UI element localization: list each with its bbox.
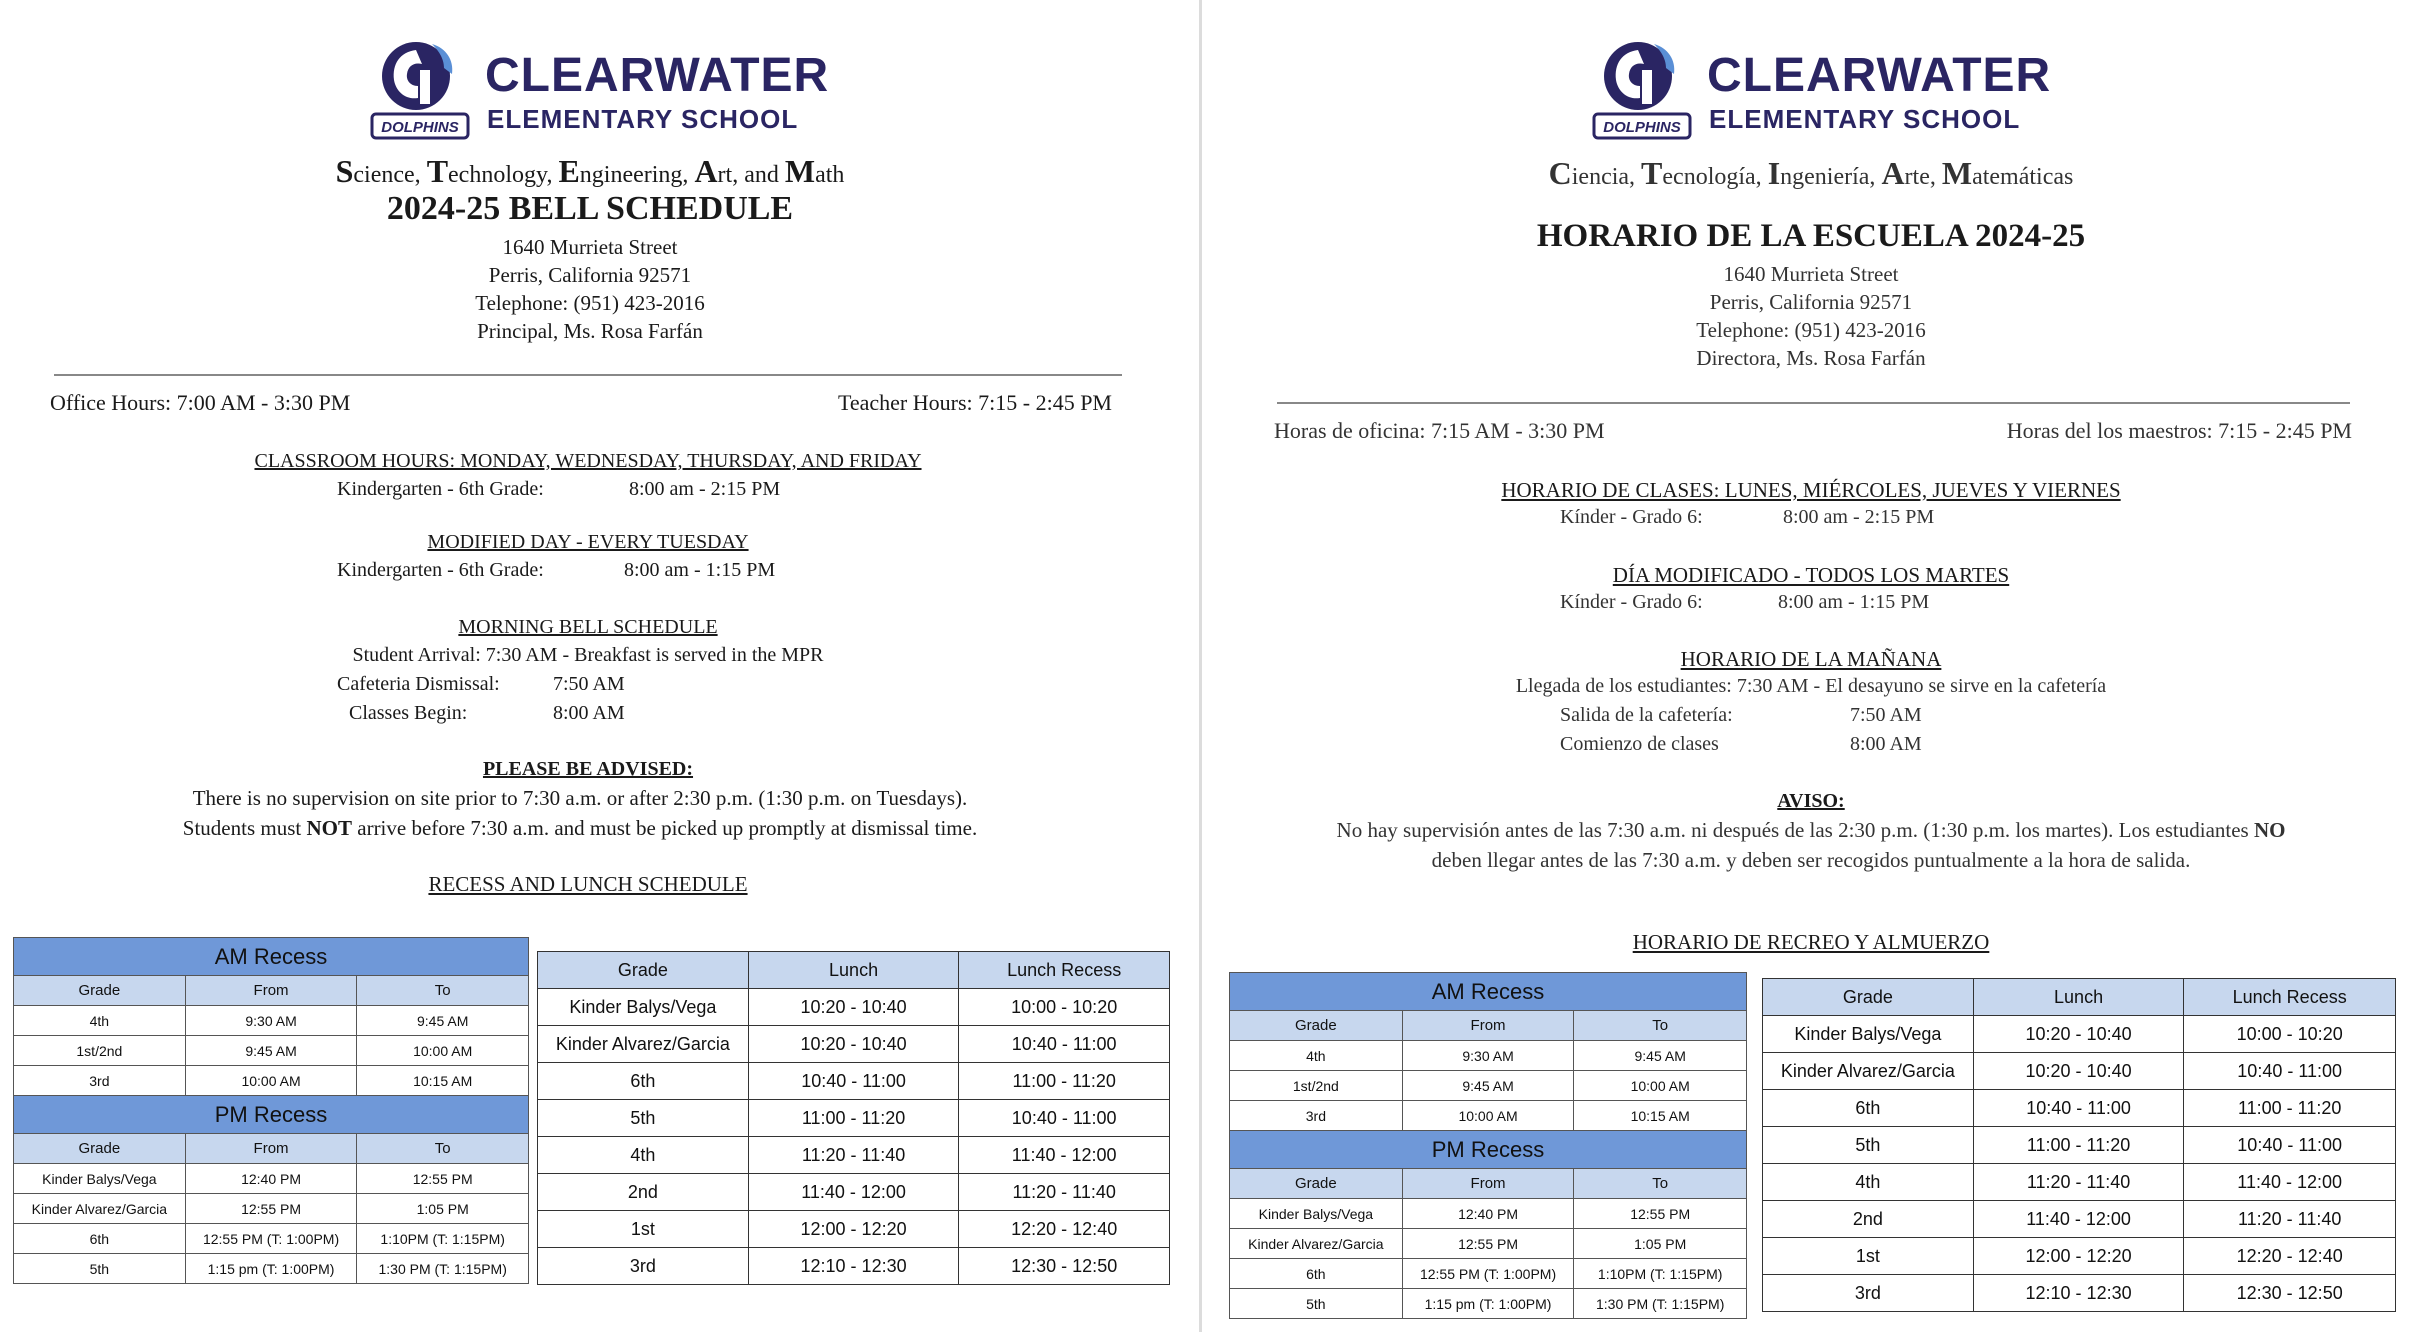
- table-cell: 9:45 AM: [185, 1036, 357, 1066]
- table-cell: 4th: [1230, 1041, 1403, 1071]
- table-cell: 10:40 - 11:00: [2184, 1127, 2396, 1164]
- table-cell: 11:20 - 11:40: [1973, 1164, 2184, 1201]
- table-row: [1230, 1289, 1747, 1319]
- table-row: [538, 989, 1170, 1026]
- recess-table: [1229, 972, 1747, 1319]
- classes-begin-label: Comienzo de clases: [1560, 733, 1719, 755]
- dolphin-emblem-icon: [370, 34, 470, 144]
- table-cell: 10:15 AM: [357, 1066, 529, 1096]
- svg-text:DOLPHINS: DOLPHINS: [381, 119, 459, 136]
- table-cell: 10:40 - 11:00: [2184, 1053, 2396, 1090]
- table-cell: Grade: [538, 952, 749, 989]
- table-cell: 12:00 - 12:20: [748, 1211, 959, 1248]
- classroom-time: 8:00 am - 2:15 PM: [629, 478, 781, 500]
- table-row: [14, 1066, 529, 1096]
- table-row: [1230, 1199, 1747, 1229]
- table-cell: 11:00 - 11:20: [1973, 1127, 2184, 1164]
- table-row: [14, 1164, 529, 1194]
- table-cell: 1:30 PM (T: 1:15PM): [1574, 1289, 1747, 1319]
- table-cell: 1:30 PM (T: 1:15PM): [357, 1254, 529, 1284]
- table-cell: 12:55 PM (T: 1:00PM): [185, 1224, 357, 1254]
- am-recess-title: AM Recess: [14, 938, 529, 976]
- table-row: [1230, 1259, 1747, 1289]
- table-cell: 11:20 - 11:40: [959, 1174, 1170, 1211]
- table-cell: 12:20 - 12:40: [959, 1211, 1170, 1248]
- table-cell: From: [185, 1134, 357, 1164]
- table-cell: 11:00 - 11:20: [748, 1100, 959, 1137]
- table-cell: 4th: [538, 1137, 749, 1174]
- table-cell: To: [1574, 1169, 1747, 1199]
- table-cell: 10:00 AM: [1402, 1101, 1574, 1131]
- table-header-row: [14, 976, 529, 1006]
- table-header-row: [14, 1096, 529, 1134]
- table-cell: 9:45 AM: [1574, 1041, 1747, 1071]
- dolphin-emblem-icon: [1592, 34, 1692, 144]
- table-cell: 11:00 - 11:20: [2184, 1090, 2396, 1127]
- table-cell: 9:45 AM: [357, 1006, 529, 1036]
- classroom-hours-heading: HORARIO DE CLASES: LUNES, MIÉRCOLES, JUEVES Y VIERNES: [1501, 478, 2121, 502]
- table-row: [1230, 1101, 1747, 1131]
- table-row: [1763, 1201, 2396, 1238]
- table-cell: 10:20 - 10:40: [748, 1026, 959, 1063]
- table-cell: Kinder Alvarez/Garcia: [1763, 1053, 1974, 1090]
- table-cell: 12:55 PM: [1402, 1229, 1574, 1259]
- table-cell: 12:55 PM: [357, 1164, 529, 1194]
- page-title: 2024-25 BELL SCHEDULE: [386, 190, 794, 227]
- table-cell: 11:00 - 11:20: [959, 1063, 1170, 1100]
- morning-schedule-heading: MORNING BELL SCHEDULE: [458, 616, 718, 638]
- classes-begin-time: 8:00 AM: [1850, 733, 1922, 755]
- advised-heading: PLEASE BE ADVISED:: [482, 758, 694, 780]
- table-cell: 12:40 PM: [1402, 1199, 1574, 1229]
- divider-line: [1277, 402, 2350, 404]
- steam-tagline: Science, Technology, Engineering, Art, and Math: [335, 153, 845, 189]
- table-cell: 9:45 AM: [1402, 1071, 1574, 1101]
- table-cell: 5th: [1763, 1127, 1974, 1164]
- table-row: [1763, 1127, 2396, 1164]
- table-cell: 11:40 - 12:00: [2184, 1164, 2396, 1201]
- table-row: [1763, 1053, 2396, 1090]
- table-cell: 12:00 - 12:20: [1973, 1238, 2184, 1275]
- table-cell: Lunch: [748, 952, 959, 989]
- classroom-grade-label: Kínder - Grado 6:: [1560, 506, 1703, 528]
- table-row: [14, 1224, 529, 1254]
- logo-school-name: CLEARWATER: [1707, 49, 2052, 102]
- table-cell: 6th: [1230, 1259, 1403, 1289]
- table-header-row: [14, 938, 529, 976]
- table-cell: 6th: [1763, 1090, 1974, 1127]
- table-cell: 10:00 AM: [357, 1036, 529, 1066]
- svg-text:DOLPHINS: DOLPHINS: [1603, 119, 1681, 136]
- table-cell: 12:55 PM: [1574, 1199, 1747, 1229]
- table-cell: 1:10PM (T: 1:15PM): [357, 1224, 529, 1254]
- table-cell: From: [185, 976, 357, 1006]
- table-cell: Kinder Balys/Vega: [14, 1164, 186, 1194]
- table-cell: Lunch: [1973, 979, 2184, 1016]
- advised-text: No hay supervisión antes de las 7:30 a.m. ni después de las 2:30 p.m. (1:30 p.m. los martes). Los estudiantes NO deben llegar antes de las 7:30 a.m. y deben ser recogidos puntualmente a la hora de salida.: [1336, 818, 2286, 872]
- classroom-hours-heading: CLASSROOM HOURS: MONDAY, WEDNESDAY, THURSDAY, AND FRIDAY: [254, 450, 922, 472]
- table-header-row: [1763, 979, 2396, 1016]
- table-cell: To: [357, 976, 529, 1006]
- table-cell: 3rd: [1763, 1275, 1974, 1312]
- table-cell: Kinder Balys/Vega: [1763, 1016, 1974, 1053]
- logo-school-sub: ELEMENTARY SCHOOL: [1709, 104, 2021, 134]
- logo-school-sub: ELEMENTARY SCHOOL: [487, 104, 799, 134]
- morning-schedule-heading: HORARIO DE LA MAÑANA: [1680, 647, 1942, 671]
- table-cell: Grade: [14, 976, 186, 1006]
- table-cell: From: [1402, 1011, 1574, 1041]
- table-row: [538, 1063, 1170, 1100]
- table-cell: 5th: [1230, 1289, 1403, 1319]
- table-cell: Kinder Balys/Vega: [1230, 1199, 1403, 1229]
- table-cell: From: [1402, 1169, 1574, 1199]
- table-cell: 1st: [538, 1211, 749, 1248]
- classes-begin-time: 8:00 AM: [553, 702, 625, 724]
- table-cell: 12:20 - 12:40: [2184, 1238, 2396, 1275]
- table-cell: 11:20 - 11:40: [2184, 1201, 2396, 1238]
- table-cell: 10:00 AM: [185, 1066, 357, 1096]
- table-row: [538, 1248, 1170, 1285]
- table-cell: 4th: [1763, 1164, 1974, 1201]
- table-cell: 9:30 AM: [1402, 1041, 1574, 1071]
- table-cell: 1:15 pm (T: 1:00PM): [1402, 1289, 1574, 1319]
- cafeteria-dismissal-label: Salida de la cafetería:: [1560, 704, 1733, 726]
- table-cell: 1:05 PM: [357, 1194, 529, 1224]
- table-cell: 4th: [14, 1006, 186, 1036]
- recess-lunch-heading: RECESS AND LUNCH SCHEDULE: [428, 872, 748, 896]
- divider-line: [54, 374, 1122, 376]
- modified-time: 8:00 am - 1:15 PM: [1778, 591, 1930, 613]
- table-cell: 10:20 - 10:40: [748, 989, 959, 1026]
- table-cell: 2nd: [538, 1174, 749, 1211]
- steam-tagline: Ciencia, Tecnología, Ingeniería, Arte, Matemáticas: [1548, 155, 2074, 191]
- table-cell: 11:40 - 12:00: [1973, 1201, 2184, 1238]
- am-recess-title: AM Recess: [1230, 973, 1747, 1011]
- table-cell: Lunch Recess: [959, 952, 1170, 989]
- classroom-grade-label: Kindergarten - 6th Grade:: [337, 478, 544, 500]
- pm-recess-title: PM Recess: [1230, 1131, 1747, 1169]
- table-cell: 10:20 - 10:40: [1973, 1016, 2184, 1053]
- table-cell: 12:55 PM: [185, 1194, 357, 1224]
- table-row: [538, 1211, 1170, 1248]
- table-row: [538, 1100, 1170, 1137]
- table-row: [1763, 1164, 2396, 1201]
- table-row: [1230, 1041, 1747, 1071]
- table-row: [14, 1194, 529, 1224]
- school-logo: [370, 34, 830, 144]
- table-header-row: [1230, 973, 1747, 1011]
- table-cell: 10:00 - 10:20: [2184, 1016, 2396, 1053]
- logo-school-name: CLEARWATER: [485, 49, 830, 102]
- table-row: [14, 1036, 529, 1066]
- table-cell: 10:20 - 10:40: [1973, 1053, 2184, 1090]
- advised-text: There is no supervision on site prior to 7:30 a.m. or after 2:30 p.m. (1:30 p.m. on Tuesdays). Students must NOT arrive before 7:30 a.m. and must be picked up promptly at dismissal time.: [182, 786, 978, 840]
- student-arrival: Student Arrival: 7:30 AM - Breakfast is served in the MPR: [352, 644, 824, 666]
- table-row: [538, 1137, 1170, 1174]
- table-row: [1230, 1229, 1747, 1259]
- table-cell: Kinder Alvarez/Garcia: [1230, 1229, 1403, 1259]
- table-cell: 2nd: [1763, 1201, 1974, 1238]
- table-cell: 3rd: [14, 1066, 186, 1096]
- page-title: HORARIO DE LA ESCUELA 2024-25: [1536, 218, 2086, 254]
- table-cell: 10:40 - 11:00: [1973, 1090, 2184, 1127]
- english-page: [0, 0, 1199, 1332]
- table-cell: 11:40 - 12:00: [748, 1174, 959, 1211]
- modified-time: 8:00 am - 1:15 PM: [624, 559, 776, 581]
- table-cell: 10:15 AM: [1574, 1101, 1747, 1131]
- modified-grade-label: Kínder - Grado 6:: [1560, 591, 1703, 613]
- table-cell: 1st: [1763, 1238, 1974, 1275]
- recess-lunch-heading: HORARIO DE RECREO Y ALMUERZO: [1632, 930, 1990, 954]
- table-cell: 3rd: [1230, 1101, 1403, 1131]
- table-row: [1763, 1090, 2396, 1127]
- table-cell: 5th: [14, 1254, 186, 1284]
- table-cell: Lunch Recess: [2184, 979, 2396, 1016]
- table-cell: 11:40 - 12:00: [959, 1137, 1170, 1174]
- table-cell: Kinder Alvarez/Garcia: [538, 1026, 749, 1063]
- table-cell: 10:40 - 11:00: [748, 1063, 959, 1100]
- table-cell: 1:05 PM: [1574, 1229, 1747, 1259]
- table-header-row: [1230, 1011, 1747, 1041]
- table-row: [538, 1174, 1170, 1211]
- table-row: [1763, 1275, 2396, 1312]
- table-cell: 10:40 - 11:00: [959, 1100, 1170, 1137]
- table-row: [1763, 1238, 2396, 1275]
- table-cell: 9:30 AM: [185, 1006, 357, 1036]
- table-cell: 12:55 PM (T: 1:00PM): [1402, 1259, 1574, 1289]
- table-cell: 6th: [538, 1063, 749, 1100]
- table-cell: 1:10PM (T: 1:15PM): [1574, 1259, 1747, 1289]
- table-cell: 11:20 - 11:40: [748, 1137, 959, 1174]
- classes-begin-label: Classes Begin:: [349, 702, 468, 724]
- table-cell: Kinder Alvarez/Garcia: [14, 1194, 186, 1224]
- table-cell: 12:30 - 12:50: [2184, 1275, 2396, 1312]
- table-cell: 10:40 - 11:00: [959, 1026, 1170, 1063]
- modified-grade-label: Kindergarten - 6th Grade:: [337, 559, 544, 581]
- table-cell: Grade: [1230, 1011, 1403, 1041]
- table-row: [14, 1006, 529, 1036]
- address-block: 1640 Murrieta Street Perris, California 92571 Telephone: (951) 423-2016 Directora, Ms. Rosa Farfán: [1696, 262, 1926, 370]
- school-logo: [1592, 34, 2052, 144]
- table-cell: 1st/2nd: [1230, 1071, 1403, 1101]
- table-cell: 12:10 - 12:30: [748, 1248, 959, 1285]
- table-row: [1763, 1016, 2396, 1053]
- table-cell: To: [1574, 1011, 1747, 1041]
- address-block: 1640 Murrieta Street Perris, California 92571 Telephone: (951) 423-2016 Principal, Ms. Rosa Farfán: [475, 235, 705, 343]
- table-header-row: [538, 952, 1170, 989]
- modified-day-heading: DÍA MODIFICADO - TODOS LOS MARTES: [1612, 563, 2010, 587]
- table-cell: Grade: [14, 1134, 186, 1164]
- table-cell: Grade: [1763, 979, 1974, 1016]
- table-cell: 1:15 pm (T: 1:00PM): [185, 1254, 357, 1284]
- table-cell: 6th: [14, 1224, 186, 1254]
- table-header-row: [1230, 1131, 1747, 1169]
- pm-recess-title: PM Recess: [14, 1096, 529, 1134]
- teacher-hours: Horas del los maestros: 7:15 - 2:45 PM: [2006, 418, 2352, 443]
- office-hours: Office Hours: 7:00 AM - 3:30 PM: [50, 390, 351, 415]
- cafeteria-dismissal-time: 7:50 AM: [1850, 704, 1922, 726]
- classroom-time: 8:00 am - 2:15 PM: [1783, 506, 1935, 528]
- lunch-table: [537, 951, 1170, 1285]
- table-row: [14, 1254, 529, 1284]
- office-hours: Horas de oficina: 7:15 AM - 3:30 PM: [1274, 418, 1605, 443]
- table-cell: Kinder Balys/Vega: [538, 989, 749, 1026]
- table-cell: 12:30 - 12:50: [959, 1248, 1170, 1285]
- advised-heading: AVISO:: [1777, 790, 1845, 812]
- table-cell: 10:00 - 10:20: [959, 989, 1170, 1026]
- cafeteria-dismissal-label: Cafeteria Dismissal:: [337, 673, 500, 695]
- spanish-page: [1202, 0, 2409, 1332]
- cafeteria-dismissal-time: 7:50 AM: [553, 673, 625, 695]
- table-cell: 1st/2nd: [14, 1036, 186, 1066]
- table-cell: Grade: [1230, 1169, 1403, 1199]
- table-header-row: [14, 1134, 529, 1164]
- recess-table: [13, 937, 529, 1284]
- lunch-table: [1762, 978, 2396, 1312]
- table-cell: 3rd: [538, 1248, 749, 1285]
- student-arrival: Llegada de los estudiantes: 7:30 AM - El desayuno se sirve en la cafetería: [1515, 675, 2107, 697]
- table-cell: 5th: [538, 1100, 749, 1137]
- modified-day-heading: MODIFIED DAY - EVERY TUESDAY: [427, 531, 749, 553]
- table-row: [538, 1026, 1170, 1063]
- table-cell: 10:00 AM: [1574, 1071, 1747, 1101]
- table-header-row: [1230, 1169, 1747, 1199]
- table-cell: 12:10 - 12:30: [1973, 1275, 2184, 1312]
- table-cell: 12:40 PM: [185, 1164, 357, 1194]
- table-cell: To: [357, 1134, 529, 1164]
- table-row: [1230, 1071, 1747, 1101]
- teacher-hours: Teacher Hours: 7:15 - 2:45 PM: [837, 390, 1112, 415]
